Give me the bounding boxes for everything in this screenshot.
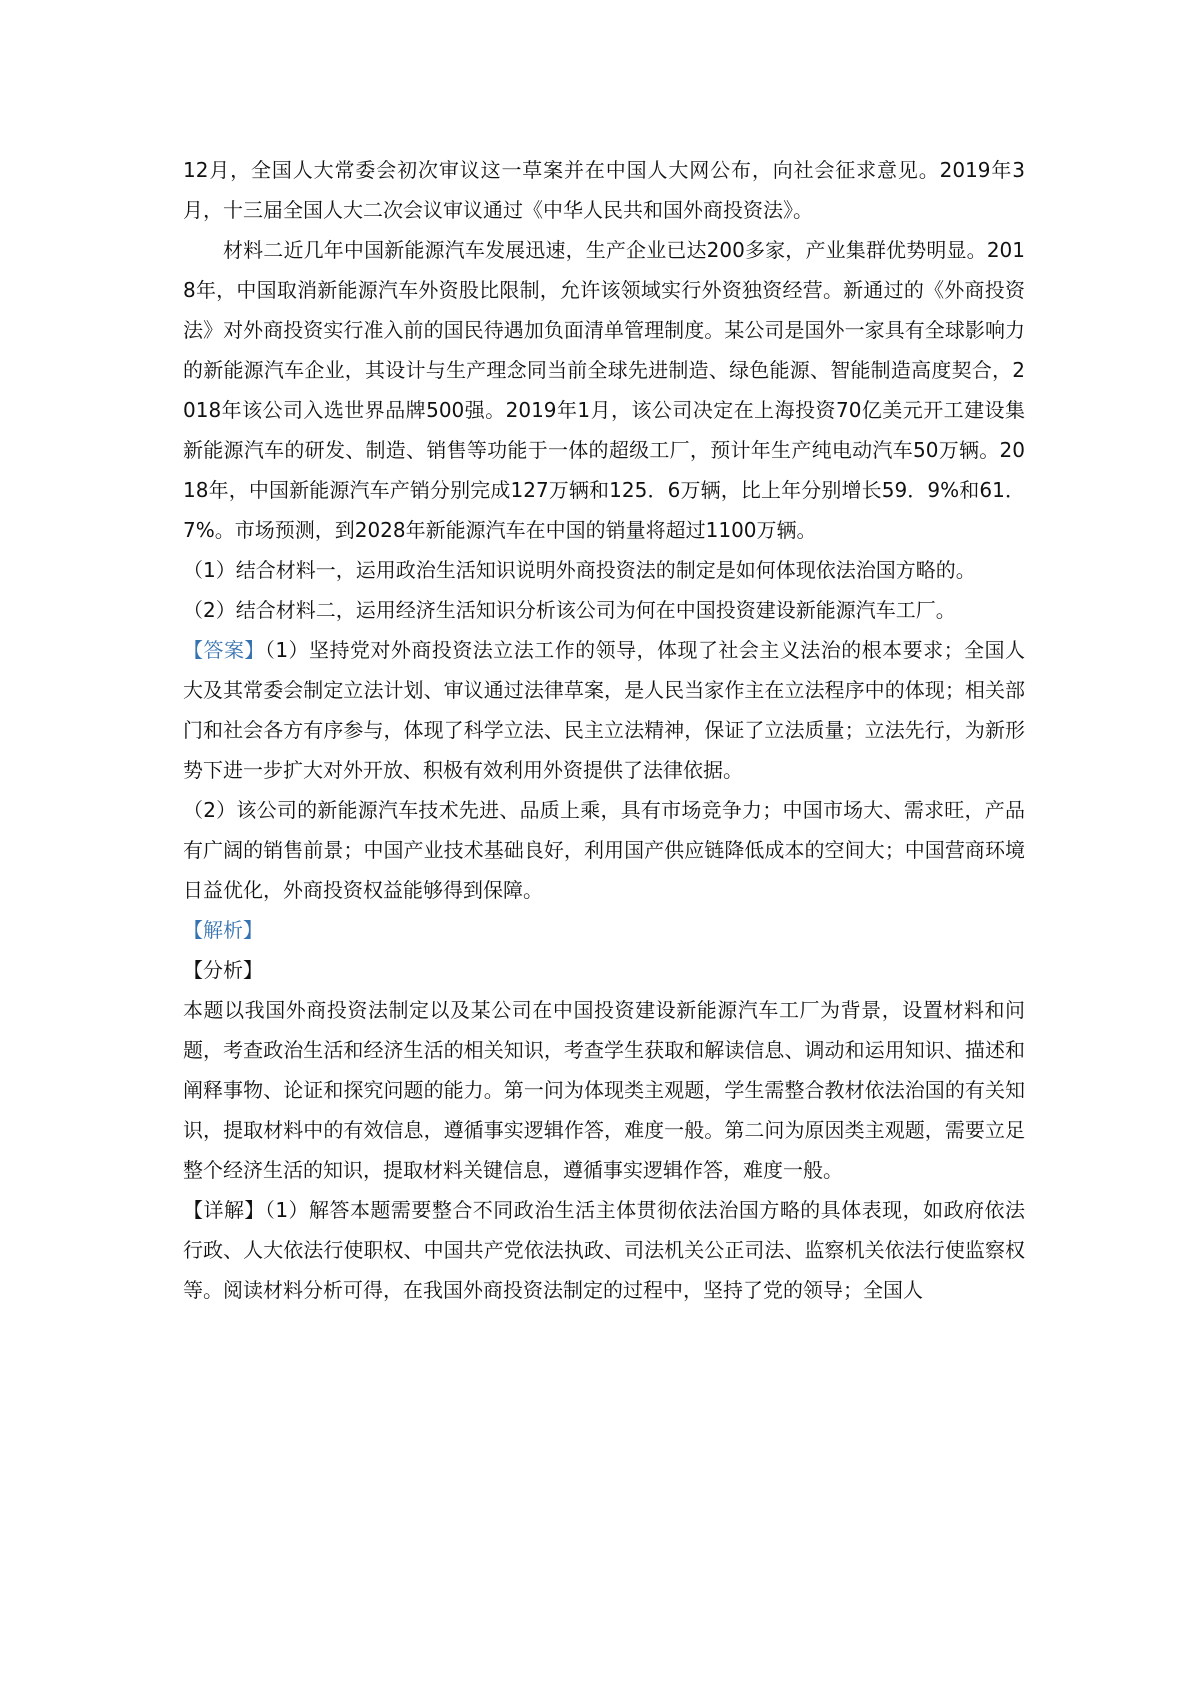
material-two-paragraph: 材料二近几年中国新能源汽车发展迅速，生产企业已达200多家，产业集群优势明显。2018年，中国取消新能源汽车外资股比限制，允许该领域实行外资独资经营。新通过的《外商投资法》对外商投资实行准入前的国民待遇加负面清单管理制度。某公司是国外一家具有全球影响力的新能源汽车企业，其设计与生产理念同当前全球先进制造、绿色能源、智能制造高度契合，2018年该公司入选世界品牌500强。2019年1月，该公司决定在上海投资70亿美元开工建设集新能源汽车的研发、制造、销售等功能于一体的超级工厂，预计年生产纯电动汽车50万辆。2018年，中国新能源汽车产销分别完成127万辆和125．6万辆，比上年分别增长59．9%和61．7%。市场预测，到2028年新能源汽车在中国的销量将超过1100万辆。 [183,238,1025,542]
answer-1-text: （1）坚持党对外商投资法立法工作的领导，体现了社会主义法治的根本要求；全国人大及其常委会制定立法计划、审议通过法律草案，是人民当家作主在立法程序中的体现；相关部门和社会各方有序参与，体现了科学立法、民主立法精神，保证了立法质量；立法先行，为新形势下进一步扩大对外开放、积极有效利用外资提供了法律依据。 [183,638,1026,782]
question-1: （1）结合材料一，运用政治生活知识说明外商投资法的制定是如何体现依法治国方略的。 [183,558,976,582]
detail-text: （1）解答本题需要整合不同政治生活主体贯彻依法治国方略的具体表现，如政府依法行政、人大依法行使职权、中国共产党依法执政、司法机关公正司法、监察机关依法行使监察权等。阅读材料分析可得，在我国外商投资法制定的过程中，坚持了党的领导；全国人 [183,1198,1026,1302]
question-2: （2）结合材料二，运用经济生活知识分析该公司为何在中国投资建设新能源汽车工厂。 [183,598,956,622]
analysis-heading [183,910,1025,950]
fenxi-label: 【分析】 [183,958,263,982]
material-intro-paragraph: 12月，全国人大常委会初次审议这一草案并在中国人大网公布，向社会征求意见。2019年3月，十三届全国人大二次会议审议通过《中华人民共和国外商投资法》。 [183,158,1025,222]
fenxi-heading [183,950,1025,990]
fenxi-paragraph: 本题以我国外商投资法制定以及某公司在中国投资建设新能源汽车工厂为背景，设置材料和问题，考查政治生活和经济生活的相关知识，考查学生获取和解读信息、调动和运用知识、描述和阐释事物、论证和探究问题的能力。第一问为体现类主观题，学生需整合教材依法治国的有关知识，提取材料中的有效信息，遵循事实逻辑作答，难度一般。第二问为原因类主观题，需要立足整个经济生活的知识，提取材料关键信息，遵循事实逻辑作答，难度一般。 [183,998,1025,1182]
document-page [183,150,1025,1310]
answer-label: 【答案】 [183,638,265,662]
analysis-label: 【解析】 [183,918,263,942]
detail-paragraph [183,1190,1025,1310]
answer-paragraph-2: （2）该公司的新能源汽车技术先进、品质上乘，具有市场竞争力；中国市场大、需求旺，产品有广阔的销售前景；中国产业技术基础良好，利用国产供应链降低成本的空间大；中国营商环境日益优化，外商投资权益能够得到保障。 [183,798,1025,902]
answer-paragraph-1 [183,630,1025,790]
detail-label: 【详解】 [183,1198,265,1222]
